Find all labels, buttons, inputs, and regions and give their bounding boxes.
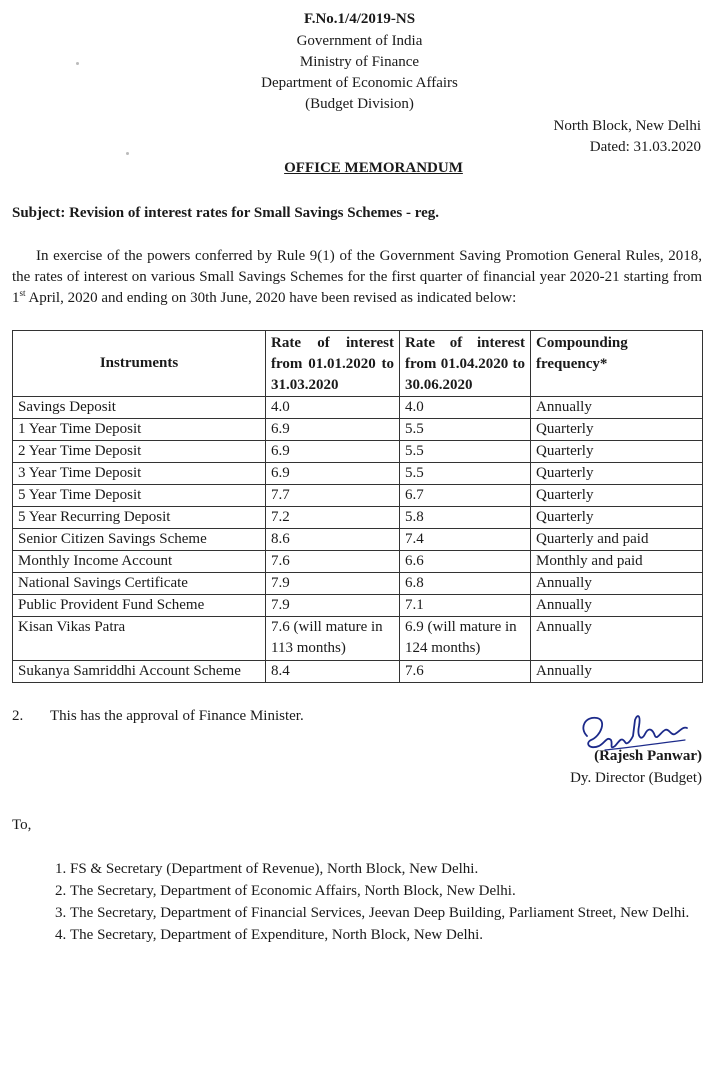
table-row [13,529,703,551]
approval-paragraph [12,708,304,725]
to-label: To, [12,817,32,833]
intro-superscript: st [19,288,26,298]
memo-title: OFFICE MEMORANDUM [284,160,463,176]
table-row [13,573,703,595]
table-row [13,419,703,441]
ministry-line: Ministry of Finance [299,54,420,70]
table-row [13,397,703,419]
intro-text-part2: April, 2020 and ending on 30th June, 2020 have been revised as indicated below: [25,290,517,306]
cell-instrument: Public Provident Fund Scheme [13,595,266,617]
cell-compounding: Quarterly [531,485,703,507]
cell-rate-new: 5.5 [400,441,531,463]
table-row [13,551,703,573]
header-rate-old: Rate of interest from 01.01.2020 to 31.03.2020 [266,331,400,397]
government-line: Government of India [296,33,423,49]
cell-instrument: 3 Year Time Deposit [13,463,266,485]
cell-rate-new: 6.9 (will mature in 124 months) [400,617,531,661]
cell-instrument: 2 Year Time Deposit [13,441,266,463]
cell-rate-new: 5.5 [400,419,531,441]
location-line: North Block, New Delhi [553,118,701,134]
scan-speck [126,152,129,155]
cell-instrument: Kisan Vikas Patra [13,617,266,661]
approval-number: 2. [12,708,24,724]
table-row [13,485,703,507]
cell-rate-new: 6.6 [400,551,531,573]
scan-speck [76,62,79,65]
cell-rate-old: 6.9 [266,463,400,485]
cell-compounding: Annually [531,661,703,683]
cell-rate-old: 7.6 (will mature in 113 months) [266,617,400,661]
table-row [13,507,703,529]
intro-paragraph [12,246,702,309]
cell-compounding: Quarterly and paid [531,529,703,551]
cell-rate-new: 7.6 [400,661,531,683]
cell-rate-new: 7.1 [400,595,531,617]
intro-text-part1: In exercise of the powers conferred by Rule 9(1) of the Government Saving Promotion General Rules, 2018, the rates of interest on various Small Savings Schemes for the first quarter of financial year 2020-21 starting from 1 [12,248,702,306]
cell-instrument: 5 Year Recurring Deposit [13,507,266,529]
cell-compounding: Annually [531,397,703,419]
subject-line: Subject: Revision of interest rates for Small Savings Schemes - reg. [12,205,440,221]
cell-rate-old: 8.6 [266,529,400,551]
cell-instrument: Senior Citizen Savings Scheme [13,529,266,551]
cell-rate-old: 7.9 [266,595,400,617]
header-rate-new: Rate of interest from 01.04.2020 to 30.06.2020 [400,331,531,397]
cell-rate-old: 4.0 [266,397,400,419]
cell-instrument: 5 Year Time Deposit [13,485,266,507]
cell-compounding: Quarterly [531,441,703,463]
cell-instrument: Sukanya Samriddhi Account Scheme [13,661,266,683]
cell-rate-old: 7.9 [266,573,400,595]
cell-rate-new: 5.8 [400,507,531,529]
cell-rate-old: 7.6 [266,551,400,573]
cell-rate-old: 7.7 [266,485,400,507]
cell-rate-new: 6.7 [400,485,531,507]
table-row [13,661,703,683]
cell-instrument: 1 Year Time Deposit [13,419,266,441]
department-line: Department of Economic Affairs [261,75,458,91]
cell-rate-old: 6.9 [266,441,400,463]
table-header-row [13,331,703,397]
table-row [13,441,703,463]
signatory-designation: Dy. Director (Budget) [570,770,702,786]
header-compounding: Compounding frequency* [531,331,703,397]
cell-rate-old: 6.9 [266,419,400,441]
cell-rate-new: 6.8 [400,573,531,595]
file-number: F.No.1/4/2019-NS [303,11,416,27]
cell-compounding: Quarterly [531,507,703,529]
recipient-list [44,858,719,946]
cell-instrument: Monthly Income Account [13,551,266,573]
cell-compounding: Monthly and paid [531,551,703,573]
approval-text: This has the approval of Finance Minister. [50,708,304,724]
date-line: Dated: 31.03.2020 [589,139,701,155]
cell-compounding: Annually [531,595,703,617]
cell-rate-new: 7.4 [400,529,531,551]
signatory-name: (Rajesh Panwar) [594,748,702,764]
table-row [13,617,703,661]
cell-instrument: Savings Deposit [13,397,266,419]
list-item: 4. The Secretary, Department of Expenditure, North Block, New Delhi. [70,924,719,946]
cell-compounding: Quarterly [531,463,703,485]
cell-compounding: Annually [531,617,703,661]
table-row [13,595,703,617]
table-row [13,463,703,485]
interest-rates-table [12,330,703,683]
cell-compounding: Quarterly [531,419,703,441]
list-item: 2. The Secretary, Department of Economic Affairs, North Block, New Delhi. [70,880,719,902]
cell-rate-old: 7.2 [266,507,400,529]
cell-compounding: Annually [531,573,703,595]
cell-rate-new: 5.5 [400,463,531,485]
cell-rate-new: 4.0 [400,397,531,419]
header-instruments: Instruments [13,331,266,397]
cell-instrument: National Savings Certificate [13,573,266,595]
list-item: 1. FS & Secretary (Department of Revenue), North Block, New Delhi. [70,858,719,880]
cell-rate-old: 8.4 [266,661,400,683]
division-line: (Budget Division) [305,96,414,112]
list-item: 3. The Secretary, Department of Financial Services, Jeevan Deep Building, Parliament Street, New Delhi. [70,902,719,924]
